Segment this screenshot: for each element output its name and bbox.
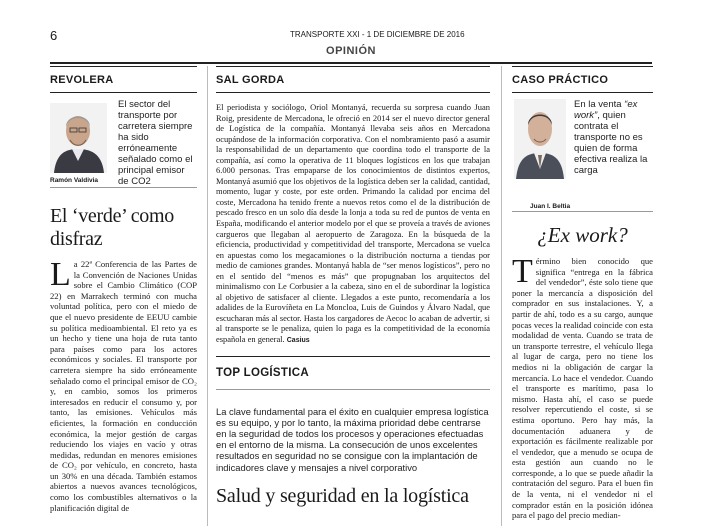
revolera-column (50, 66, 197, 526)
sub-title: Salud y seguridad en la logística (216, 484, 469, 507)
article-body (50, 256, 197, 513)
article-text: a 22ª Conferencia de las Partes de la Convención de Naciones Unidas sobre el Cambio Climático (COP 22) en Marrakech terminó con mucha voluntad política, pero con el miedo de que el nuevo presidente de EEUU cambie su política medioambiental. El reto ya es un hecho y tiene una hoja de ruta tanto para países como para los actores económicos y sociales. El transporte por carretera siempre ha sido erróneamente señalado como el principal emisor de CO₂ y, en cambio, somos los primeros interesados en reducir el consumo y, por tanto, las emisiones. Vehículos más eficientes, la formación en conducción económica, la mejor gestión de cargas reduciendo los viajes en vacío y otras medidas, redundan en menores emisiones de CO₂ por vehículo, en concreto, hasta un 30% en una década. También estamos abiertos a nuevos avances tecnológicos, como los combustibles alternativos o la planificación digital de (50, 259, 197, 513)
caso-practico-column (512, 66, 653, 526)
article-title: El ‘verde’ como disfraz (50, 205, 174, 250)
sub-lead: La clave fundamental para el éxito en cualquier empresa logística es su equipo, y por lo tanto, la máxima prioridad debe centrarse en la seguridad de todos los procesos y operaciones efectuadas en el entorno de la misma. La consecución de unos excelentes resultados en seguridad no se consigue con la implantación de indicadores clave y mensajes a nivel corporativo (216, 405, 489, 473)
article-title: ¿Ex work? (537, 223, 628, 247)
title-rule (512, 211, 653, 213)
article-body (216, 102, 490, 347)
column-lead: El sector del transporte por carretera siempre ha sido erróneamente señalado como el principal emisor de CO2 (118, 99, 193, 187)
column-lead (574, 99, 653, 176)
portrait-icon (514, 99, 566, 179)
publication-line: TRANSPORTE XXI - 1 DE DICIEMBRE DE 2016 (290, 30, 465, 39)
author-photo (514, 99, 566, 179)
drop-cap: L (50, 256, 71, 293)
sub-heading: TOP LOGÍSTICA (216, 366, 309, 379)
signature: Casius (286, 337, 310, 345)
photo-caption: Juan I. Beltia (530, 203, 571, 210)
article-text: érmino bien conocido que significa “entrega en la fábrica del vendedor”, éste solo tiene que poner la mercancía a disposición del comprador en sus instalaciones. Y, a partir de ahí, todo es a su cargo, aunque pocas veces la realidad coincide con esta modalidad de venta. Cuando se trata de un transporte terrestre, el vehículo llega al lugar de carga, pero no tiene los medios ni la obligación de cargar la mercancía. Lo hace el vendedor. Cuando el transporte es marítimo, pasa lo mismo. Hasta ahí, el caso se puede resolver repercutiendo el coste, si se estima oportuno. Pero hay más, la documentación aduanera y de exportación es fácilmente realizable por el vendedor, que a menudo se ocupa de esta gestión aun cuando no le corresponde, a lo que se puede añadir la contratación del seguro. Para el buen fin de la venta, ni el vendedor ni el comprador están en la posición idónea para el pago del precio median- (512, 256, 653, 521)
title-rule (50, 187, 197, 189)
column-divider (501, 66, 502, 526)
column-divider (207, 66, 208, 526)
sub-rule (216, 389, 490, 390)
column-heading: SAL GORDA (216, 66, 490, 93)
header-rule (50, 62, 652, 64)
article-text: El periodista y sociólogo, Oriol Montanyá, recuerda su sorpresa cuando Juan Roig, presidente de Mercadona, le ofreció en 2014 ser el nuevo director general de Logística de la compañía. Montanyá llevaba seis años en Mercadona ocupándose de la información corporativa. Con el nombramiento pasó a asumir la responsabilidad de un departamento que coordina todo el transporte de la compañía, así como la operativa de 11 bloques logísticos en los que trabajan 6.000 personas. Tras empaparse de los conocimientos de distintos expertos, Montanyá asumió que los objetivos de la logística deben ser la calidad, cantidad, momento, lugar y coste, por este orden. Primando la calidad por encima del coste, Mercadona ha tenido frente a nuevos retos como el de la distribución de pescado fresco en un solo día desde la lonja a toda su red de puntos de venta en España, modificando el anterior modelo por el que se proveía a través de aviones cargueros que llegaban al aeropuerto de Zaragoza. En la búsqueda de la eficiencia, productividad y competitividad del transporte, Mercadona se vuelca en apuestas como los megacamiones o la distribución nocturna a tiendas por medio de camiones grandes. Montanyá habla de “ser menos logísticos”, pero no en el sentido del “menos es más” que propugnaban los arquitectos del minimalismo con Le Corbusier a la cabeza, sino en el de subordinar la logística al objetivo de satisfacer al cliente. Llegados a este punto, recomendaría a los adalides de la Eurovíñeta en La Moncloa, Luis de Guindos y Álvaro Nadal, que escucharan más al sector. Hasta los cargadores de Aecoc lo acaban de advertir, si al transporte se le penaliza, quien lo paga es la competitividad de la economía española en general. (216, 102, 490, 345)
section-title: OPINIÓN (326, 45, 376, 57)
photo-caption: Ramón Valdivia (50, 177, 99, 184)
column-heading: REVOLERA (50, 66, 197, 93)
drop-cap: T (512, 253, 533, 290)
page-number: 6 (50, 28, 58, 43)
article-body (512, 253, 653, 521)
lead-prefix: En la venta (574, 99, 625, 110)
lead-suffix: , quien contrata el transporte no es quien de forma efectiva realiza la carga (574, 110, 648, 176)
column-heading: CASO PRÁCTICO (512, 66, 653, 93)
author-photo (50, 103, 107, 173)
sal-gorda-column (216, 66, 490, 526)
lead-emphasis: “ex work” (574, 99, 638, 121)
portrait-icon (50, 103, 107, 173)
